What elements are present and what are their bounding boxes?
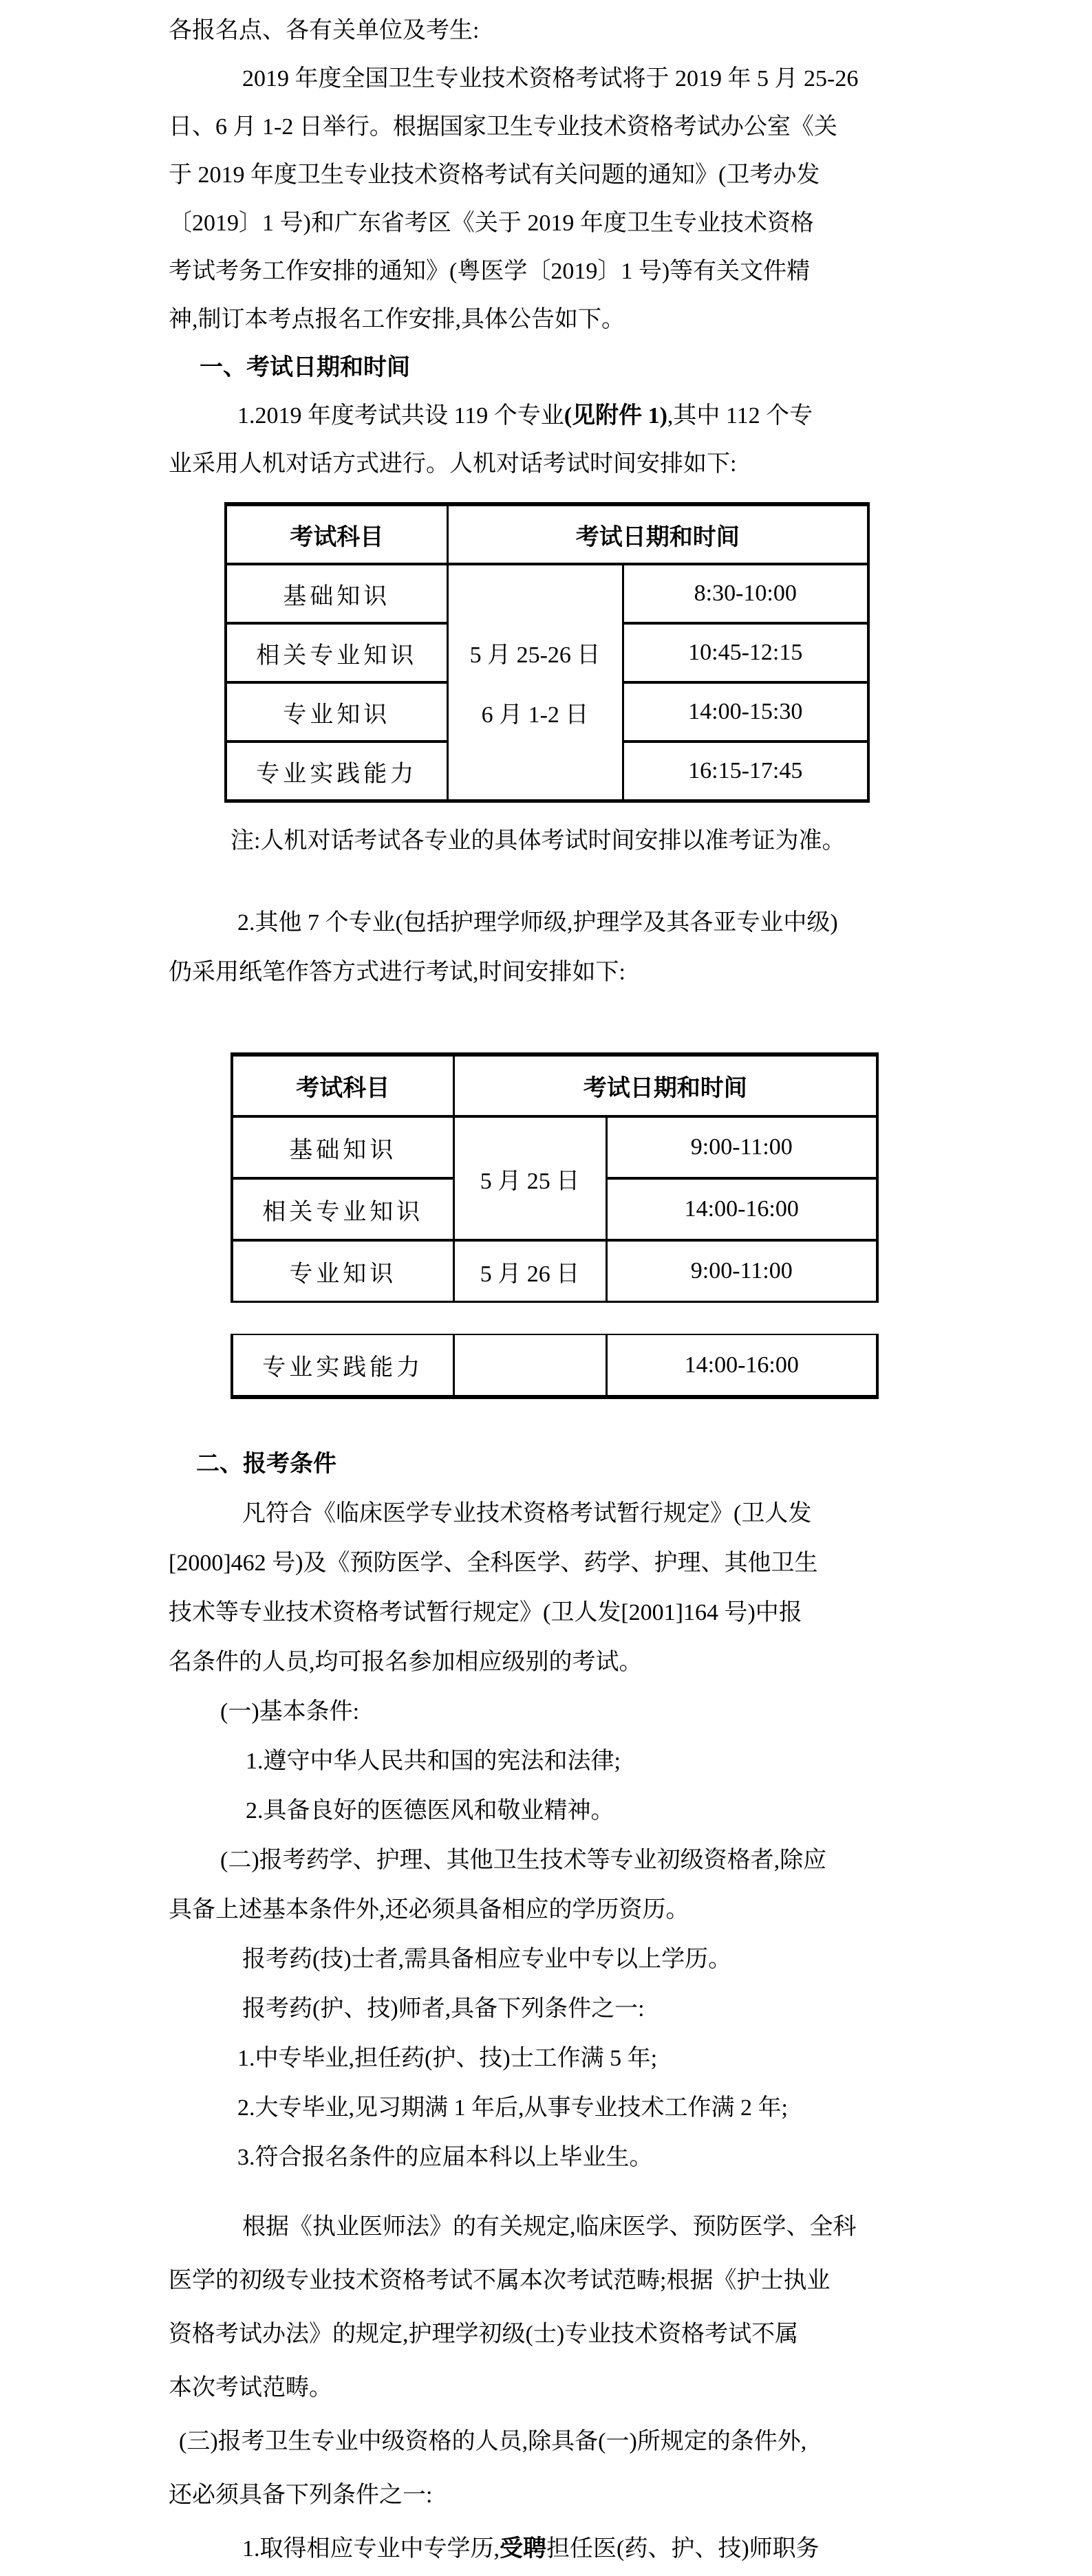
table-note-line <box>231 817 954 865</box>
date-cell <box>447 564 623 799</box>
text-segment: 医学的初级专业技术资格考试不属本次考试范畴;根据《护士执业 <box>169 2268 831 2293</box>
text-segment: 考试考务工作安排的通知》(粤医学〔2019〕1 号)等有关文件精 <box>169 259 811 284</box>
header-subject-cell: 考试科目 <box>227 506 447 564</box>
opening-paragraph-line <box>169 7 954 55</box>
time-cell: 16:15-17:45 <box>688 758 803 783</box>
emphasized-text: 受聘 <box>500 2536 546 2562</box>
text-segment: 3.符合报名条件的应届本科以上毕业生。 <box>237 2145 653 2170</box>
application-conditions-section-line <box>242 1984 954 2034</box>
date-text: 5 月 26 日 <box>480 1261 580 1287</box>
opening-paragraph-line <box>200 344 954 392</box>
text-segment: 各报名点、各有关单位及考生: <box>169 18 480 43</box>
date-cell <box>453 1335 606 1395</box>
text-segment: 本次考试范畴。 <box>169 2375 332 2401</box>
subject-cell: 专业知识 <box>233 1240 453 1301</box>
text-segment: (二)报考药学、护理、其他卫生技术等专业初级资格者,除应 <box>220 1848 827 1873</box>
time-cell: 14:00-15:30 <box>623 682 867 742</box>
header-subject-cell: 考试科目 <box>233 1057 453 1116</box>
paper-exam-paragraph <box>169 898 954 997</box>
application-conditions-section-line <box>242 1935 954 1984</box>
header-datetime-cell: 考试日期和时间 <box>447 506 867 564</box>
header-datetime-cell: 考试日期和时间 <box>453 1057 876 1116</box>
text-segment: 仍采用纸笔作答方式进行考试,时间安排如下: <box>169 960 625 985</box>
application-conditions-section-line <box>196 1440 954 1489</box>
text-segment: 名条件的人员,均可报名参加相应级别的考试。 <box>169 1649 643 1675</box>
table-note <box>169 817 954 865</box>
scope-and-intermediate-section-line <box>169 2469 954 2522</box>
computer-based-exam-schedule-table <box>224 502 870 803</box>
scope-and-intermediate-section-line <box>242 2522 954 2576</box>
opening-paragraph-line <box>237 392 954 440</box>
paper-based-exam-schedule-table-row <box>169 997 954 1309</box>
text-segment: 2.其他 7 个专业(包括护理学师级,护理学及其各亚专业中级) <box>237 910 838 935</box>
paper-based-exam-schedule-table-continued <box>231 1334 879 1399</box>
subject-cell: 专业实践能力 <box>233 1335 453 1395</box>
text-segment: 2.大专毕业,见习期满 1 年后,从事专业技术工作满 2 年; <box>237 2095 788 2121</box>
application-conditions-section-line <box>242 1489 954 1539</box>
application-conditions-section-line <box>169 1638 954 1687</box>
text-segment: 1.遵守中华人民共和国的宪法和法律; <box>246 1749 621 1774</box>
text-segment: 1.中专毕业,担任药(护、技)士工作满 5 年; <box>237 2046 658 2071</box>
text-segment: (一)基本条件: <box>220 1699 360 1724</box>
application-conditions-section <box>169 1440 954 2183</box>
text-segment: 注:人机对话考试各专业的具体考试时间安排以准考证为准。 <box>231 828 846 854</box>
scope-and-intermediate-section-line <box>169 2361 954 2415</box>
date-text: 5 月 25-26 日 <box>469 642 601 668</box>
time-cell: 9:00-11:00 <box>606 1116 876 1178</box>
text-segment: 业采用人机对话方式进行。人机对话考试时间安排如下: <box>169 451 737 477</box>
opening-paragraph-line <box>242 55 954 103</box>
text-segment: ,其中 112 个专 <box>667 403 813 429</box>
time-cell: 14:00-16:00 <box>684 1352 799 1378</box>
application-conditions-section-line <box>220 1836 954 1885</box>
opening-paragraph-line <box>169 151 954 199</box>
date-cell <box>453 1240 606 1301</box>
text-segment: 技术等专业技术资格考试暂行规定》(卫人发[2001]164 号)中报 <box>169 1600 802 1625</box>
application-conditions-section-line <box>246 1786 954 1836</box>
application-conditions-section-line <box>246 1737 954 1786</box>
application-conditions-section-line <box>169 1885 954 1935</box>
paper-based-exam-schedule-table-continued-row <box>169 1309 954 1405</box>
time-cell: 10:45-12:15 <box>623 623 867 682</box>
subject-cell: 基础知识 <box>227 564 447 623</box>
opening-paragraph-line <box>169 440 954 488</box>
opening-paragraph-line <box>169 199 954 248</box>
paper-exam-paragraph-line <box>237 898 954 948</box>
emphasized-text: (见附件 1) <box>564 403 667 429</box>
text-segment: 1.2019 年度考试共设 119 个专业 <box>237 403 564 429</box>
application-conditions-section-line <box>237 2083 954 2133</box>
time-cell: 9:00-11:00 <box>690 1258 793 1284</box>
time-cell: 14:00-16:00 <box>606 1178 876 1240</box>
scope-and-intermediate-section-line <box>242 2200 954 2254</box>
scope-and-intermediate-section-line <box>179 2415 954 2469</box>
text-segment: 报考药(护、技)师者,具备下列条件之一: <box>242 1996 645 2022</box>
paper-exam-paragraph-line <box>169 948 954 997</box>
application-conditions-section-line <box>237 2034 954 2083</box>
scope-and-intermediate-section <box>169 2200 954 2576</box>
text-segment: 具备上述基本条件外,还必须具备相应的学历资历。 <box>169 1897 689 1923</box>
subject-cell: 相关专业知识 <box>227 623 447 682</box>
application-conditions-section-line <box>237 2133 954 2183</box>
computer-based-exam-schedule-table-row <box>169 488 954 809</box>
text-segment: 还必须具备下列条件之一: <box>169 2482 433 2508</box>
opening-paragraph-line <box>169 296 954 344</box>
scope-and-intermediate-section-line <box>169 2254 954 2308</box>
date-text: 6 月 1-2 日 <box>481 702 589 728</box>
paper-based-exam-schedule-table <box>231 1052 879 1303</box>
subject-cell: 基础知识 <box>233 1116 453 1178</box>
text-segment: 担任医(药、护、技)师职务 <box>546 2536 820 2562</box>
text-segment: 凡符合《临床医学专业技术资格考试暂行规定》(卫人发 <box>242 1501 812 1526</box>
document-page <box>0 7 1092 2576</box>
emphasized-text: 一、考试日期和时间 <box>200 355 410 380</box>
date-text: 5 月 25 日 <box>480 1168 580 1194</box>
text-segment: 2019 年度全国卫生专业技术资格考试将于 2019 年 5 月 25-26 <box>242 66 859 91</box>
opening-paragraph-line <box>169 248 954 296</box>
text-segment: 于 2019 年度卫生专业技术资格考试有关问题的通知》(卫考办发 <box>169 162 820 188</box>
opening-paragraph <box>169 7 954 488</box>
subject-cell: 相关专业知识 <box>233 1178 453 1240</box>
text-segment: (三)报考卫生专业中级资格的人员,除具备(一)所规定的条件外, <box>179 2429 807 2454</box>
subject-cell: 专业知识 <box>227 682 447 742</box>
application-conditions-section-line <box>169 1588 954 1638</box>
subject-cell: 专业实践能力 <box>227 742 447 799</box>
text-segment: 1.取得相应专业中专学历, <box>242 2536 500 2562</box>
text-segment: 神,制订本考点报名工作安排,具体公告如下。 <box>169 307 625 332</box>
text-segment: 报考药(技)士者,需具备相应专业中专以上学历。 <box>242 1947 732 1972</box>
text-segment: 资格考试办法》的规定,护理学初级(士)专业技术资格考试不属 <box>169 2321 799 2347</box>
text-segment: 2.具备良好的医德医风和敬业精神。 <box>246 1798 614 1823</box>
application-conditions-section-line <box>169 1539 954 1588</box>
text-segment: 〔2019〕1 号)和广东省考区《关于 2019 年度卫生专业技术资格 <box>169 210 814 236</box>
emphasized-text: 二、报考条件 <box>196 1451 336 1477</box>
scope-and-intermediate-section-line <box>169 2308 954 2361</box>
date-cell <box>453 1116 606 1240</box>
opening-paragraph-line <box>169 103 954 151</box>
text-segment: 日、6 月 1-2 日举行。根据国家卫生专业技术资格考试办公室《关 <box>169 114 837 140</box>
application-conditions-section-line <box>220 1687 954 1737</box>
text-segment: [2000]462 号)及《预防医学、全科医学、药学、护理、其他卫生 <box>169 1550 818 1576</box>
text-segment: 根据《执业医师法》的有关规定,临床医学、预防医学、全科 <box>242 2214 857 2240</box>
time-cell: 8:30-10:00 <box>623 564 867 623</box>
